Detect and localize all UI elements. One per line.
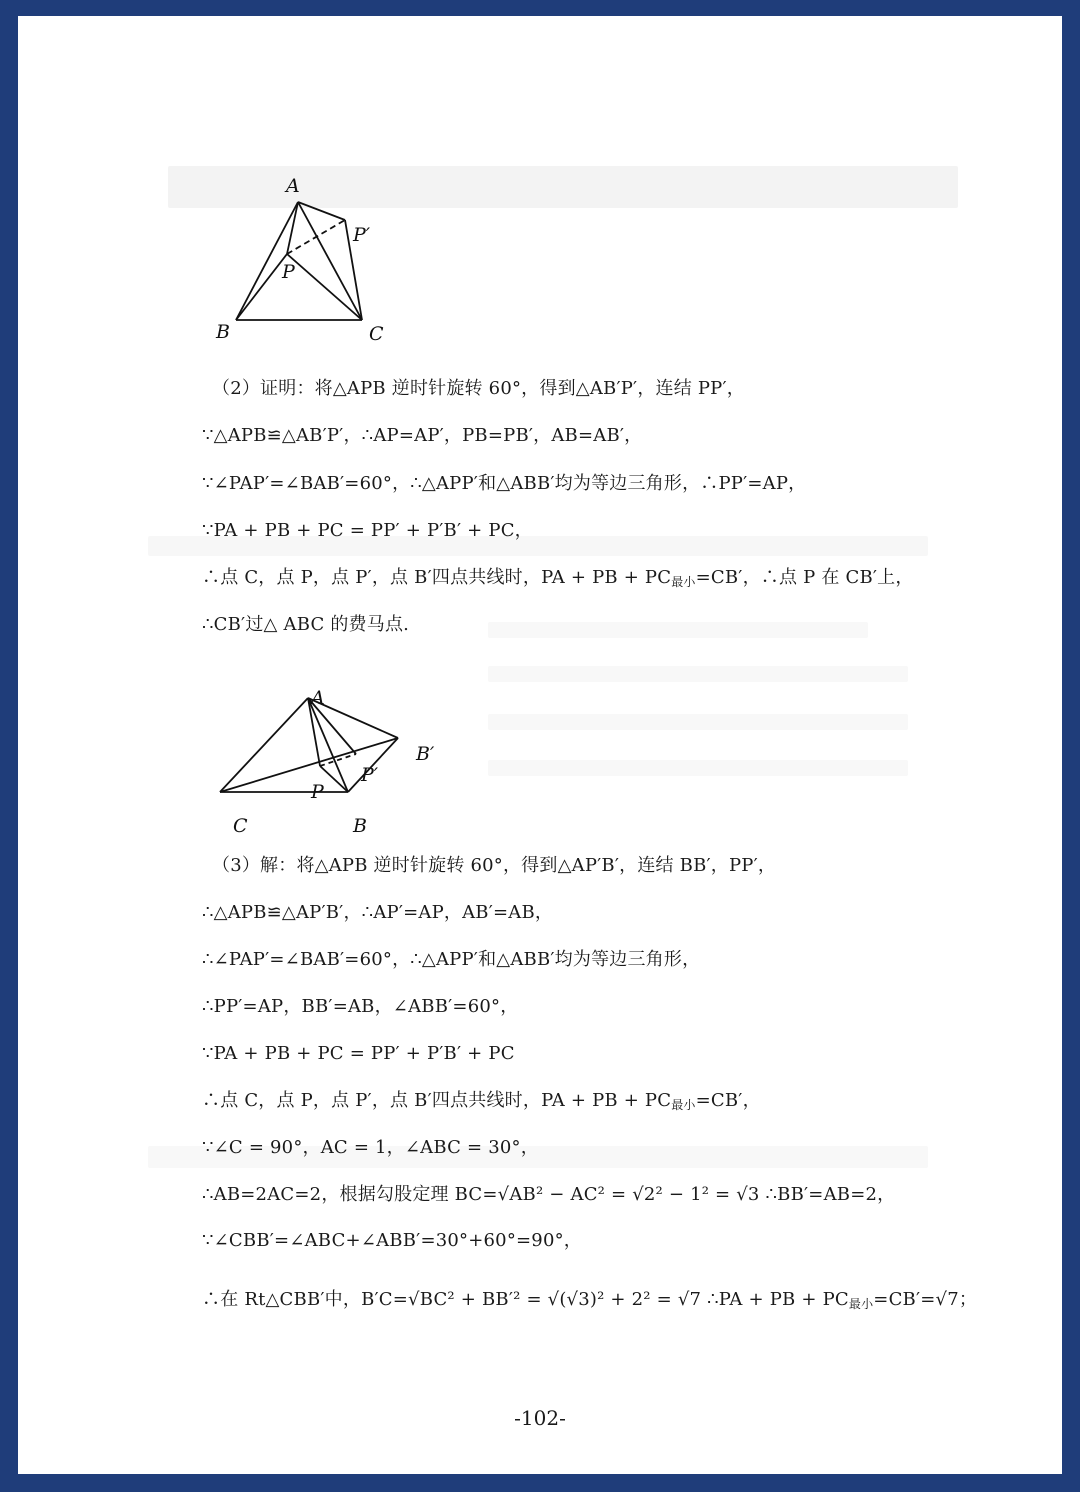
part2-line-5 [202,566,914,594]
part3-line-9: ∵∠CBB′=∠ABC+∠ABB′=30°+60°=90°， [202,1230,583,1251]
figure-2-diagram [198,668,448,837]
figure-2 [198,668,448,837]
figure-1-label-A: A [286,175,300,197]
bleed-through-band [488,714,908,730]
page-number: -102- [514,1406,566,1430]
bleed-through-band [488,760,908,776]
part3-line-1: （3）解：将△APB 逆时针旋转 60°，得到△AP′B′，连结 BB′，PP′， [212,855,777,876]
figure-1-label-C: C [369,323,384,345]
figure-2-label-B: B [353,815,367,837]
document-page [18,16,1062,1474]
part2-line-5-tail: =CB′，∴点 P 在 CB′上， [695,567,914,588]
figure-1-diagram [198,176,418,356]
figure-2-label-C: C [233,815,248,837]
figure-1-label-P: P [282,261,295,283]
figure-1-label-P-prime: P′ [353,224,371,246]
part2-line-4: ∵PA + PB + PC = PP′ + P′B′ + PC， [202,520,533,541]
part3-line-8: ∴AB=2AC=2，根据勾股定理 BC=√AB² − AC² = √2² − 1² = √3 ∴BB′=AB=2， [202,1184,896,1205]
figure-1 [198,176,418,356]
part3-line-2: ∴△APB≌△AP′B′，∴AP′=AP，AB′=AB， [202,902,554,923]
figure-1-label-B: B [216,321,230,343]
part3-line-6-text: ∴点 C，点 P，点 P′，点 B′四点共线时，PA + PB + PC [202,1090,672,1111]
part3-line-6-subscript: 最小 [671,1098,696,1112]
part2-line-3: ∵∠PAP′=∠BAB′=60°，∴△APP′和△ABB′均为等边三角形，∴PP′=AP， [202,473,807,494]
figure-2-label-B-prime: B′ [416,743,435,765]
part2-line-6: ∴CB′过△ ABC 的费马点. [202,614,410,635]
figure-2-label-A: A [311,687,325,709]
part2-line-1: （2）证明：将△APB 逆时针旋转 60°，得到△AB′P′，连结 PP′， [212,378,745,399]
part3-line-7: ∵∠C = 90°，AC = 1，∠ABC = 30°， [202,1137,539,1158]
bleed-through-band [488,666,908,682]
part3-line-6-tail: =CB′， [695,1090,761,1111]
bleed-through-band [488,622,868,638]
part3-line-6 [202,1089,761,1117]
part2-line-2: ∵△APB≌△AB′P′，∴AP=AP′，PB=PB′，AB=AB′， [202,425,643,446]
part3-line-4: ∴PP′=AP，BB′=AB，∠ABB′=60°， [202,996,519,1017]
part2-line-5-subscript: 最小 [671,575,696,589]
figure-2-label-P: P [311,781,324,803]
part3-line-5: ∵PA + PB + PC = PP′ + P′B′ + PC [202,1043,515,1064]
figure-2-label-P-prime: P′ [361,764,379,786]
part2-line-5-text: ∴点 C，点 P，点 P′，点 B′四点共线时，PA + PB + PC [202,567,672,588]
part3-line-10 [202,1288,977,1316]
part3-line-3: ∴∠PAP′=∠BAB′=60°，∴△APP′和△ABB′均为等边三角形， [202,949,701,970]
part3-line-10-tail: =CB′=√7； [873,1289,978,1310]
part3-line-10-subscript: 最小 [848,1297,874,1311]
part3-line-10-text: ∴在 Rt△CBB′中，B′C=√BC² + BB′² = √(√3)² + 2² = √7 ∴PA + PB + PC [202,1289,849,1310]
